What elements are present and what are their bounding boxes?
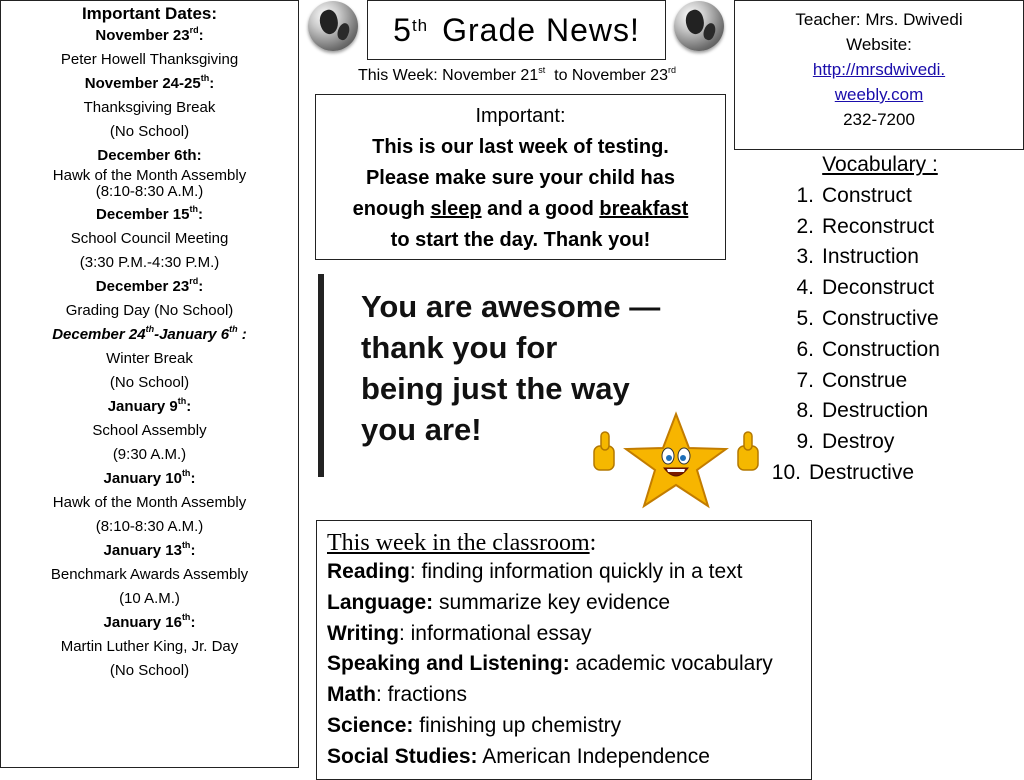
subject-math: Math: fractions (327, 683, 468, 707)
vocab-item: 3. Instruction (796, 245, 919, 269)
event-note: (No School) (109, 374, 190, 391)
event-time: (9:30 A.M.) (112, 446, 187, 463)
event-desc: Hawk of the Month Assembly (52, 167, 247, 184)
event-jan-13: January 13th: Benchmark Awards Assembly (10 A.M.) (1, 539, 298, 611)
event-desc: Martin Luther King, Jr. Day (60, 638, 239, 655)
notice-line: to start the day. Thank you! (390, 229, 651, 251)
vocab-item: 5. Constructive (796, 306, 939, 330)
thumbs-up-left-icon (594, 432, 614, 470)
vocabulary-heading: Vocabulary : (822, 153, 938, 176)
event-jan-9: January 9th: School Assembly (9:30 A.M.) (1, 395, 298, 467)
website-link[interactable]: http://mrsdwivedi. (812, 60, 946, 79)
vocab-item: 8. Destruction (796, 399, 929, 423)
event-nov-23: November 23rd: Peter Howell Thanksgiving (1, 24, 298, 72)
teacher-phone: 232-7200 (843, 110, 915, 129)
vocab-item: 10. Destructive (771, 460, 915, 484)
teacher-info-box (734, 0, 1024, 150)
event-date: January 13 (103, 542, 182, 559)
vocab-item: 1. Construct (796, 183, 912, 207)
event-note: (No School) (109, 123, 190, 140)
vocab-item: 6. Construction (796, 337, 940, 361)
event-winter-break: December 24th-January 6th : Winter Break (No School) (1, 323, 298, 395)
vocabulary-panel (736, 150, 1024, 489)
event-dec-23: December 23rd: Grading Day (No School) (1, 275, 298, 323)
event-date: December 15 (96, 206, 190, 223)
notice-line: Please make sure your child has (365, 167, 676, 189)
teacher-name: Teacher: Mrs. Dwivedi (795, 10, 963, 29)
notice-line: This is our last week of testing. (372, 136, 669, 158)
vocab-item: 7. Construe (796, 368, 908, 392)
event-desc: Grading Day (No School) (65, 302, 234, 319)
event-desc: Winter Break (106, 350, 193, 367)
notice-line: enough sleep and a good breakfast (352, 198, 689, 220)
event-time: (8:10-8:30 A.M.) (95, 518, 204, 535)
event-date: January 9 (107, 398, 178, 415)
event-desc: Peter Howell Thanksgiving (60, 51, 239, 68)
event-jan-16: January 16th: Martin Luther King, Jr. Day (No School) (1, 611, 298, 683)
event-dec-15: December 15th: School Council Meeting (3:30 P.M.-4:30 P.M.) (1, 203, 298, 275)
event-time: (3:30 P.M.-4:30 P.M.) (79, 254, 220, 271)
event-date: November 23 (95, 27, 190, 44)
newsletter-title: 5 $^{th}$ Grade News! (367, 0, 666, 60)
subject-speaking-listening: Speaking and Listening: academic vocabulary (327, 652, 773, 676)
event-time: (10 A.M.) (119, 590, 180, 607)
week-range: This Week: November 21st to November 23rd (358, 64, 676, 84)
vocabulary-list (736, 181, 1024, 489)
event-date: December 24 (52, 326, 146, 343)
website-link-cont[interactable]: weebly.com (834, 85, 924, 104)
event-desc: School Council Meeting (70, 230, 229, 247)
encouragement-quote: You are awesome — thank you for being just the way you are! (361, 289, 661, 447)
vocab-item: 4. Deconstruct (796, 276, 935, 300)
subject-science: Science: finishing up chemistry (327, 713, 622, 737)
important-dates-heading: Important Dates: (81, 4, 218, 23)
important-heading: Important: (475, 105, 566, 127)
event-note: (No School) (109, 662, 190, 679)
event-time: (8:10-8:30 A.M.) (95, 183, 204, 200)
globe-icon (674, 1, 724, 51)
subject-writing: Writing: informational essay (327, 621, 592, 645)
important-dates-panel (0, 0, 299, 768)
classroom-heading: This week in the classroom: (327, 530, 597, 556)
event-desc: Hawk of the Month Assembly (52, 494, 247, 511)
quote-bar (318, 274, 324, 477)
vocab-item: 9. Destroy (796, 430, 895, 454)
subject-social-studies: Social Studies: American Independence (327, 744, 710, 768)
classroom-box (316, 520, 812, 780)
event-jan-10: January 10th: Hawk of the Month Assembly (8:10-8:30 A.M.) (1, 467, 298, 539)
website-label: Website: (846, 35, 912, 54)
event-date: December 23 (95, 278, 190, 295)
event-nov-24-25: November 24-25th: Thanksgiving Break (No School) (1, 72, 298, 144)
vocab-item: 2. Reconstruct (796, 214, 935, 238)
event-date: January 16 (103, 614, 182, 631)
event-date: January 10 (103, 470, 182, 487)
globe-icon (308, 1, 358, 51)
subject-language: Language: summarize key evidence (327, 590, 671, 614)
event-date: November 24-25 (84, 75, 201, 92)
subject-reading: Reading: finding information quickly in a text (327, 560, 743, 583)
event-dec-6 (1, 144, 298, 200)
event-desc: School Assembly (92, 422, 207, 439)
important-notice-box (315, 94, 726, 260)
event-desc: Benchmark Awards Assembly (50, 566, 249, 583)
event-desc: Thanksgiving Break (83, 99, 216, 116)
event-date: December 6th: (97, 147, 202, 164)
